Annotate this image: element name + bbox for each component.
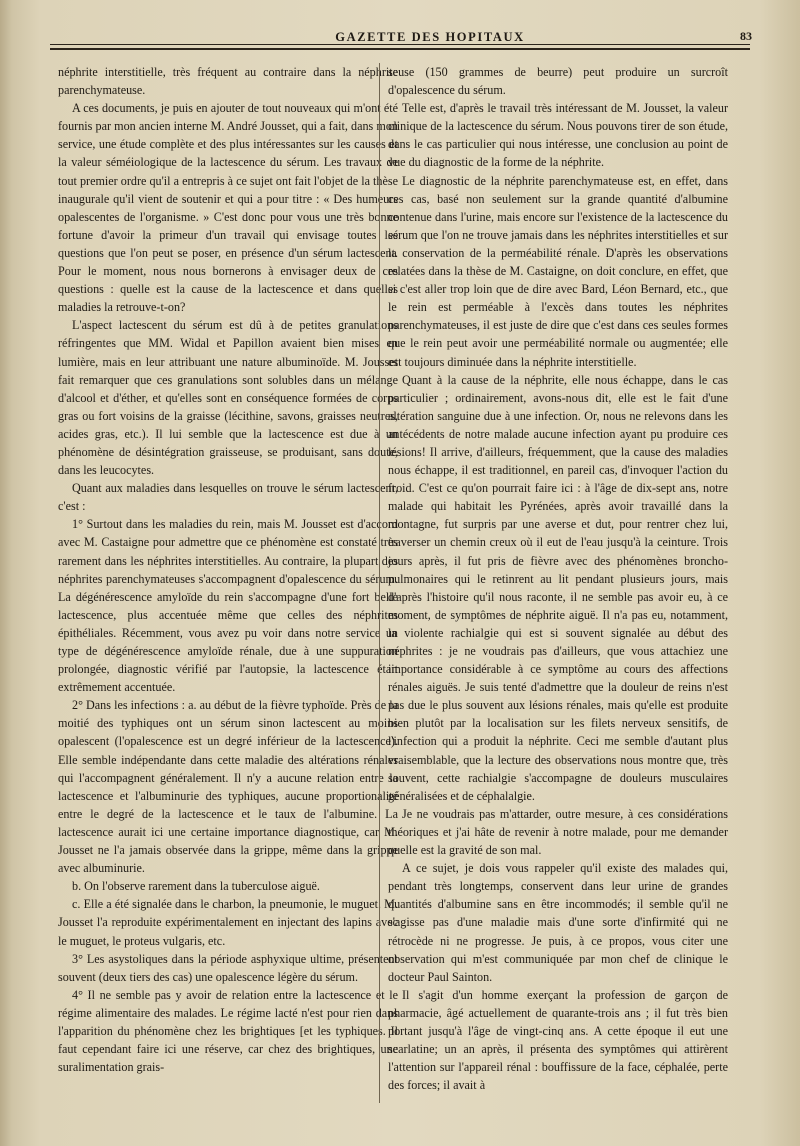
paragraph: seuse (150 grammes de beurre) peut produire un surcroît d'opalescence du sérum. [388, 65, 728, 98]
column-divider [379, 63, 380, 1103]
paragraph: b. On l'observe rarement dans la tuberculose aiguë. [72, 879, 320, 894]
paragraph: Je ne voudrais pas m'attarder, outre mesure, à ces considérations théoriques et j'ai hâte de revenir à notre malade, pour me demander quelle est la gravité de son mal. [388, 806, 728, 858]
header-rule-thick [50, 48, 750, 50]
paragraph: néphrite interstitielle, très fréquent au contraire dans la néphrite parenchymateuse. [58, 65, 398, 98]
paragraph: A ce sujet, je dois vous rappeler qu'il existe des malades qui, pendant très longtemps, conservent dans leur urine de grandes quantités d'albumine sans en être incommodés; il semble qu'il ne s'agisse pas d'une maladie mais d'une sorte d'infirmité qui ne rétrocède ni ne progresse. Je puis, à ce propos, vous citer une observation qui m'est communiquée par mon chef de clinique le docteur Paul Sainton. [388, 861, 728, 984]
paragraph: L'aspect lactescent du sérum est dû à de petites granulations réfringentes que MM. Widal et Papillon avaient bien mises en lumière, mais en leur attribuant une nature albuminoïde. M. Jousset fait remarquer que ces granulations sont solubles dans un mélange d'alcool et d'éther, et qu'elles sont en conséquence formées de corps gras ou fort voisins de la graisse (lécithine, savons, graisses neutres, acides gras, etc.). Il lui semble que la lactescence est due à un phénomène de désintégration graisseuse, se produisant, sans doute, dans les leucocytes. [58, 318, 398, 478]
paragraph: 3° Les asystoliques dans la période asphyxique ultime, présentent souvent (deux tiers des cas) une opalescence légère du sérum. [58, 951, 398, 984]
right-text-column [388, 63, 728, 1094]
paragraph: c. Elle a été signalée dans le charbon, la pneumonie, le muguet. M. Jousset l'a reproduite expérimentalement en injectant des lapins avec le muguet, le proteus vulgaris, etc. [58, 897, 398, 948]
paragraph: 4° Il ne semble pas y avoir de relation entre la lactescence et le régime alimentaire des malades. Le régime lacté n'est pour rien dans l'apparition du phénomène chez les brightiques [et les typhiques. Il faut cependant faire ici une réserve, car chez des brightiques, une suralimentation grais- [58, 987, 398, 1075]
paragraph: Quant aux maladies dans lesquelles on trouve le sérum lactescent, c'est : [58, 481, 398, 514]
paragraph: 2° Dans les infections : a. au début de la fièvre typhoïde. Près de la moitié des typhiques ont un sérum sinon lactescent au moins opalescent (l'opalescence est un degré inférieur de la lactescence). Elle semble indépendante dans cette maladie des altérations rénales qui l'accompagnent généralement. Il n'y a aucune relation entre la lactescence et l'albuminurie des typhiques, aucune proportionalité entre le degré de la lactescence et le taux de l'albumine. La lactescence aurait ici une certaine importance diagnostique, car M. Jousset ne l'a jamais observée dans la grippe, même dans la grippe avec albuminurie. [58, 698, 398, 876]
paragraph: Le diagnostic de la néphrite parenchymateuse est, en effet, dans ces cas, basé non seulement sur la grande quantité d'albumine contenue dans l'urine, mais encore sur l'existence de la lactescence du sérum que l'on ne trouve jamais dans les néphrites interstitielles et sur la conservation de la perméabilité rénale. D'après les observations relatées dans la thèse de M. Castaigne, on doit conclure, en effet, que si c'est aller trop loin que de dire avec Bard, Léon Bernard, etc., que le rein est perméable à l'excès dans toutes les néphrites parenchymateuses, il est juste de dire que c'est dans ces seules formes que le rein peut avoir une perméabilité normale ou augmentée; elle est toujours diminuée dans la néphrite interstitielle. [388, 173, 728, 369]
paragraph: Il s'agit d'un homme exerçant la profession de garçon de pharmacie, âgé actuellement de quarante-trois ans ; il fut très bien portant jusqu'à l'âge de vingt-cinq ans. A cette époque il eut une scarlatine; un an après, il présenta des symptômes qui attirèrent l'attention sur l'appareil rénal : bouffissure de la face, céphalée, perte des forces; il avait à [388, 987, 728, 1093]
left-text-column [58, 63, 398, 1076]
paragraph: Telle est, d'après le travail très intéressant de M. Jousset, la valeur clinique de la lactescence du sérum. Nous pouvons tirer de son étude, dans le cas particulier qui nous intéresse, une conclusion au point de vue du diagnostic de la forme de la néphrite. [388, 101, 728, 170]
paragraph: A ces documents, je puis en ajouter de tout nouveaux qui m'ont été fournis par mon ancien interne M. André Jousset, qui a fait, dans mon service, une étude complète et des plus intéressantes sur les causes et la valeur séméiologique de la lactescence du sérum. Les travaux de tout premier ordre qu'il a entrepris à ce sujet ont fait l'objet de la thèse inaugurale qu'il vient de soutenir et qui a pour titre : « Des humeurs opalescentes de l'organisme. » C'est donc pour vous une très bonne fortune d'avoir la primeur d'un travail qui envisage toutes les questions que l'on peut se poser, en présence d'un sérum lactescent. Pour le moment, nous nous bornerons à envisager deux de ces questions : quelle est la cause de la lactescence et dans quelles maladies la retrouve-t-on? [58, 101, 398, 315]
journal-title: GAZETTE DES HOPITAUX [335, 30, 525, 44]
page-number: 83 [740, 29, 752, 43]
paragraph: 1° Surtout dans les maladies du rein, mais M. Jousset est d'accord avec M. Castaigne pour admettre que ce phénomène est constaté très rarement dans les néphrites interstitielles. Au contraire, la plupart des néphrites parenchymateuses s'accompagnent d'opalescence du sérum. La dégénérescence amyloïde du rein s'accompagne d'une fort belle lactescence, plus accentuée même que celles des néphrites épithéliales. Récemment, vous avez pu voir dans notre service un type de dégénérescence amyloïde rénale, due à une suppuration prolongée, diagnostic vérifié par l'autopsie, la lactescence était extrêmement accentuée. [58, 517, 398, 695]
paragraph: Quant à la cause de la néphrite, elle nous échappe, dans le cas particulier ; ordinairement, avons-nous dit, elle est le fait d'une altération sanguine due à une infection. Or, nous ne relevons dans les antécédents de notre malade aucune infection ayant pu produire ces lésions! Il arrive, d'ailleurs, fréquemment, que la cause des maladies nous échappe, il est traditionnel, en pareil cas, d'invoquer l'action du froid. C'est ce qu'on pourrait faire ici : à l'âge de dix-sept ans, notre malade qui habitait les Pyrénées, après avoir travaillé dans la montagne, fut surpris par une averse et dut, pour rentrer chez lui, traverser un chemin creux où il eut de l'eau jusqu'à la ceinture. Trois jours après, il fut pris de fièvre avec des phénomènes broncho-pulmonaires qui le retinrent au lit pendant plusieurs jours, mais d'après l'histoire qu'il nous raconte, il ne semble pas avoir eu, à ce moment, de symptômes de néphrite aiguë. Il n'a pas eu, notamment, la violente rachialgie qui est si souvent signalée au début des néphrites : je ne voudrais pas d'ailleurs, que vous attachiez une importance considérable à ce symptôme au cours des affections rénales aiguës. Je suis tenté d'admettre que la douleur de reins n'est pas due le plus souvent aux lésions rénales, mais qu'elle est produite bien plutôt par la localisation sur les filets nerveux sensitifs, de l'infection qui a produit la néphrite. Ceci me semble d'autant plus vraisemblable, que la lecture des observations nous montre que, très souvent, cette rachialgie s'accompagne de douleurs musculaires généralisées et de céphalalgie. [388, 372, 728, 803]
header-rule-thin [50, 44, 750, 45]
